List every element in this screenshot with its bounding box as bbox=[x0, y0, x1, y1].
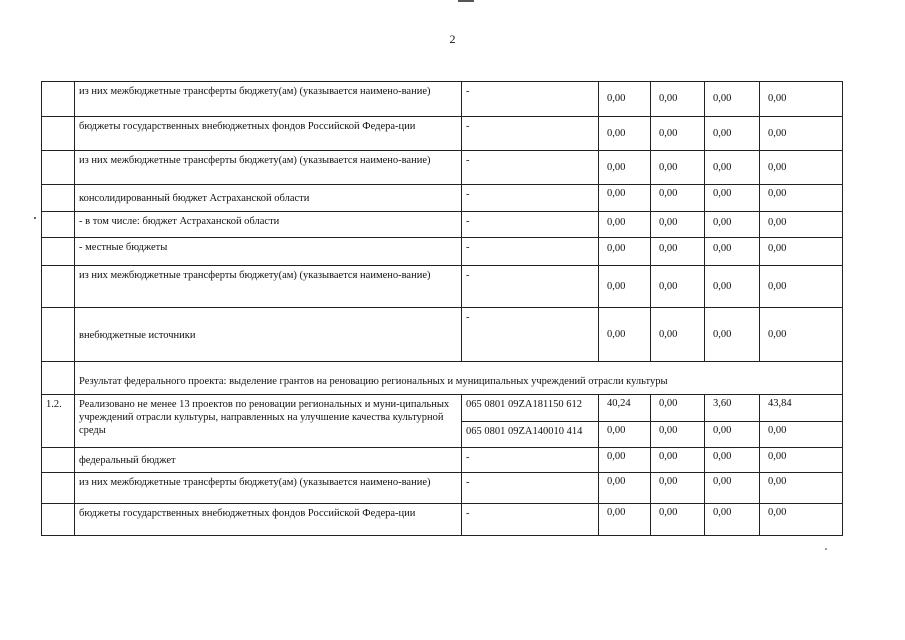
index-cell bbox=[42, 212, 75, 238]
table-row bbox=[42, 117, 843, 151]
budget-code: 065 0801 09ZA140010 414 bbox=[462, 422, 599, 448]
index-cell bbox=[42, 448, 75, 473]
value-cell: 0,00 bbox=[760, 448, 843, 473]
index-cell bbox=[42, 185, 75, 212]
budget-code: - bbox=[462, 82, 599, 117]
value-cell: 0,00 bbox=[651, 395, 705, 422]
value-cell: 0,00 bbox=[760, 266, 843, 308]
row-name: внебюджетные источники bbox=[75, 308, 462, 362]
value-cell: 0,00 bbox=[760, 504, 843, 536]
value-cell: 0,00 bbox=[760, 473, 843, 504]
budget-code: - bbox=[462, 212, 599, 238]
budget-code: 065 0801 09ZA181150 612 bbox=[462, 395, 599, 422]
value-cell: 0,00 bbox=[599, 117, 651, 151]
value-cell: 0,00 bbox=[705, 308, 760, 362]
value-cell: 40,24 bbox=[599, 395, 651, 422]
budget-code: - bbox=[462, 266, 599, 308]
index-cell bbox=[42, 82, 75, 117]
table-row bbox=[42, 151, 843, 185]
row-name: из них межбюджетные трансферты бюджету(ам) (указывается наимено-вание) bbox=[75, 151, 462, 185]
value-cell: 0,00 bbox=[705, 422, 760, 448]
value-cell: 0,00 bbox=[760, 151, 843, 185]
row-name: бюджеты государственных внебюджетных фондов Российской Федера-ции bbox=[75, 504, 462, 536]
section-row bbox=[42, 362, 843, 395]
value-cell: 0,00 bbox=[705, 504, 760, 536]
value-cell: 0,00 bbox=[599, 185, 651, 212]
value-cell: 0,00 bbox=[651, 448, 705, 473]
value-cell: 0,00 bbox=[599, 504, 651, 536]
table-row bbox=[42, 395, 843, 422]
budget-table-wrap bbox=[41, 81, 842, 541]
value-cell: 0,00 bbox=[651, 82, 705, 117]
row-name: федеральный бюджет bbox=[75, 448, 462, 473]
scan-speck bbox=[34, 217, 36, 219]
row-name: Реализовано не менее 13 проектов по реновации региональных и муни-ципальных учреждений отрасли культуры, направленных на улучшение качества культурной среды bbox=[75, 395, 462, 448]
page-number: 2 bbox=[449, 32, 456, 46]
index-cell bbox=[42, 238, 75, 266]
value-cell: 0,00 bbox=[705, 266, 760, 308]
value-cell: 0,00 bbox=[705, 473, 760, 504]
value-cell: 0,00 bbox=[705, 238, 760, 266]
table-row bbox=[42, 473, 843, 504]
row-name: бюджеты государственных внебюджетных фондов Российской Федера-ции bbox=[75, 117, 462, 151]
budget-code: - bbox=[462, 151, 599, 185]
value-cell: 0,00 bbox=[651, 308, 705, 362]
value-cell: 0,00 bbox=[705, 185, 760, 212]
index-cell bbox=[42, 308, 75, 362]
budget-code: - bbox=[462, 308, 599, 362]
value-cell: 0,00 bbox=[651, 117, 705, 151]
table-row bbox=[42, 308, 843, 362]
value-cell: 0,00 bbox=[760, 238, 843, 266]
value-cell: 3,60 bbox=[705, 395, 760, 422]
value-cell: 0,00 bbox=[760, 82, 843, 117]
value-cell: 0,00 bbox=[651, 185, 705, 212]
value-cell: 0,00 bbox=[760, 185, 843, 212]
value-cell: 0,00 bbox=[760, 308, 843, 362]
budget-code: - bbox=[462, 185, 599, 212]
value-cell: 0,00 bbox=[599, 266, 651, 308]
budget-code: - bbox=[462, 448, 599, 473]
index-cell bbox=[42, 473, 75, 504]
row-name: консолидированный бюджет Астраханской области bbox=[75, 185, 462, 212]
value-cell: 0,00 bbox=[599, 238, 651, 266]
value-cell: 0,00 bbox=[599, 212, 651, 238]
index-cell bbox=[42, 504, 75, 536]
row-name: из них межбюджетные трансферты бюджету(ам) (указывается наимено-вание) bbox=[75, 266, 462, 308]
value-cell: 0,00 bbox=[760, 422, 843, 448]
value-cell: 0,00 bbox=[651, 238, 705, 266]
row-index: 1.2. bbox=[42, 395, 75, 448]
table-row bbox=[42, 266, 843, 308]
row-name: из них межбюджетные трансферты бюджету(ам) (указывается наимено-вание) bbox=[75, 82, 462, 117]
budget-table bbox=[41, 81, 843, 536]
table-row bbox=[42, 82, 843, 117]
budget-code: - bbox=[462, 504, 599, 536]
index-cell bbox=[42, 151, 75, 185]
value-cell: 0,00 bbox=[599, 151, 651, 185]
top-edge-mark bbox=[458, 0, 474, 2]
value-cell: 0,00 bbox=[705, 117, 760, 151]
table-row bbox=[42, 504, 843, 536]
budget-code: - bbox=[462, 473, 599, 504]
value-cell: 0,00 bbox=[651, 151, 705, 185]
value-cell: 0,00 bbox=[705, 82, 760, 117]
index-cell bbox=[42, 117, 75, 151]
value-cell: 0,00 bbox=[651, 473, 705, 504]
value-cell: 0,00 bbox=[651, 212, 705, 238]
table-row bbox=[42, 212, 843, 238]
value-cell: 0,00 bbox=[651, 504, 705, 536]
budget-code: - bbox=[462, 238, 599, 266]
row-name: - местные бюджеты bbox=[75, 238, 462, 266]
value-cell: 0,00 bbox=[599, 82, 651, 117]
value-cell: 43,84 bbox=[760, 395, 843, 422]
table-row bbox=[42, 448, 843, 473]
row-name: из них межбюджетные трансферты бюджету(ам) (указывается наимено-вание) bbox=[75, 473, 462, 504]
row-name: - в том числе: бюджет Астраханской области bbox=[75, 212, 462, 238]
index-cell bbox=[42, 362, 75, 395]
value-cell: 0,00 bbox=[760, 117, 843, 151]
table-row bbox=[42, 185, 843, 212]
value-cell: 0,00 bbox=[599, 473, 651, 504]
section-title: Результат федерального проекта: выделение грантов на реновацию региональных и муниципальных учреждений отрасли культуры bbox=[75, 362, 843, 395]
value-cell: 0,00 bbox=[651, 266, 705, 308]
value-cell: 0,00 bbox=[651, 422, 705, 448]
value-cell: 0,00 bbox=[760, 212, 843, 238]
value-cell: 0,00 bbox=[599, 422, 651, 448]
budget-code: - bbox=[462, 117, 599, 151]
scan-speck bbox=[825, 548, 827, 550]
value-cell: 0,00 bbox=[705, 151, 760, 185]
value-cell: 0,00 bbox=[705, 212, 760, 238]
value-cell: 0,00 bbox=[599, 308, 651, 362]
table-row bbox=[42, 238, 843, 266]
index-cell bbox=[42, 266, 75, 308]
value-cell: 0,00 bbox=[705, 448, 760, 473]
value-cell: 0,00 bbox=[599, 448, 651, 473]
